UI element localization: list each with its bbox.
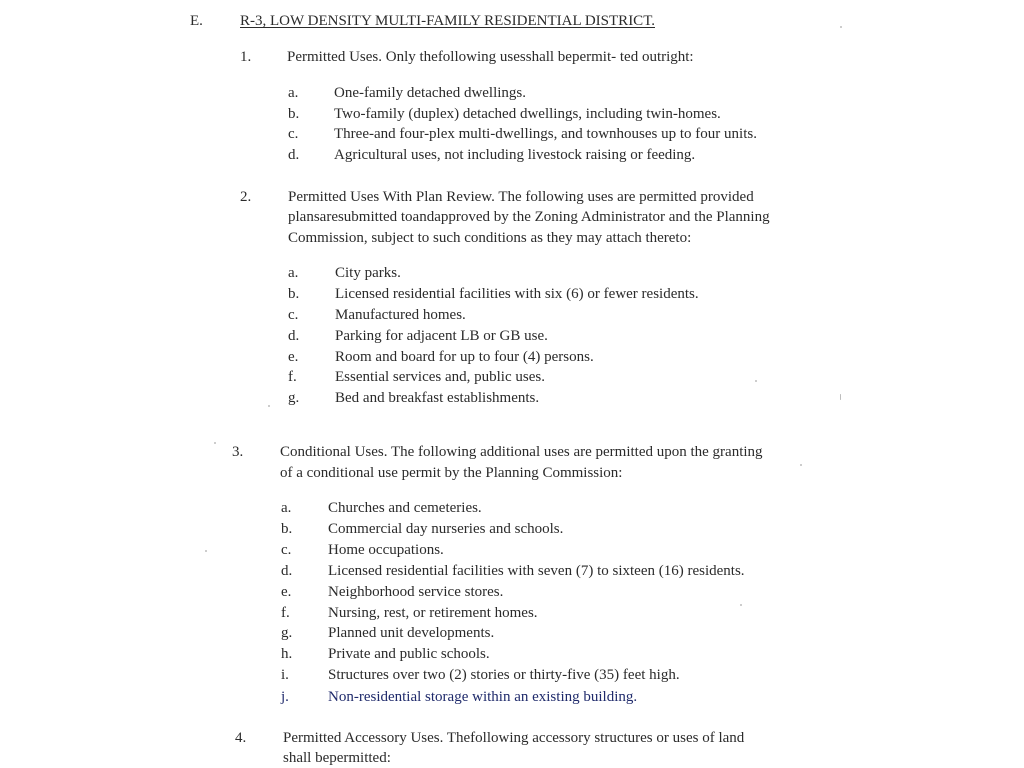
list-item-letter: f. xyxy=(288,369,297,385)
list-item-text: Home occupations. xyxy=(328,542,444,558)
list-item-text: Essential services and, public uses. xyxy=(335,369,545,385)
list-item-letter: i. xyxy=(281,667,289,683)
list-item-text: Manufactured homes. xyxy=(335,307,466,323)
list-item-text: Bed and breakfast establishments. xyxy=(335,390,540,406)
scan-speck xyxy=(268,405,270,407)
list-item-letter: e. xyxy=(288,349,299,365)
scan-speck xyxy=(840,394,841,400)
list-item-text: Non-residential storage within an existing building. xyxy=(328,689,638,705)
list-item-letter: f. xyxy=(281,605,290,621)
subsection-1-text: Permitted Uses. Only thefollowing usesshall bepermit- ted outright: xyxy=(287,49,694,65)
subsection-4-number: 4. xyxy=(235,730,247,746)
list-item-text: City parks. xyxy=(335,265,401,281)
subsection-2-text-line3: Commission, subject to such conditions as they may attach thereto: xyxy=(288,230,692,246)
subsection-2-number: 2. xyxy=(240,189,252,205)
scan-speck xyxy=(755,380,757,382)
section-title: R-3, LOW DENSITY MULTI-FAMILY RESIDENTIAL DISTRICT. xyxy=(240,13,655,29)
list-item-letter: d. xyxy=(281,563,293,579)
list-item-text: Churches and cemeteries. xyxy=(328,500,482,516)
list-item-letter: a. xyxy=(288,85,299,101)
list-item-text: Room and board for up to four (4) persons. xyxy=(335,349,594,365)
list-item-text: Nursing, rest, or retirement homes. xyxy=(328,605,538,621)
list-item-letter: b. xyxy=(288,286,300,302)
list-item-text: Two-family (duplex) detached dwellings, including twin-homes. xyxy=(334,106,721,122)
subsection-3-number: 3. xyxy=(232,444,244,460)
list-item-letter: b. xyxy=(288,106,300,122)
section-letter: E. xyxy=(190,13,203,29)
list-item-text: Parking for adjacent LB or GB use. xyxy=(335,328,548,344)
list-item-letter: e. xyxy=(281,584,292,600)
subsection-3-text-line1: Conditional Uses. The following additional uses are permitted upon the granting xyxy=(280,444,763,460)
list-item-text: Planned unit developments. xyxy=(328,625,495,641)
list-item-letter: j. xyxy=(281,689,289,705)
scan-speck xyxy=(205,550,207,552)
scan-speck xyxy=(800,464,802,466)
list-item-text: Structures over two (2) stories or thirty-five (35) feet high. xyxy=(328,667,680,683)
list-item-text: One-family detached dwellings. xyxy=(334,85,527,101)
subsection-2-text-line2: plansaresubmitted toandapproved by the Zoning Administrator and the Planning xyxy=(288,209,770,225)
subsection-4-text-line1: Permitted Accessory Uses. Thefollowing accessory structures or uses of land xyxy=(283,730,745,746)
subsection-3-text-line2: of a conditional use permit by the Planning Commission: xyxy=(280,465,623,481)
list-item-letter: c. xyxy=(281,542,292,558)
list-item-letter: b. xyxy=(281,521,293,537)
list-item-letter: g. xyxy=(288,390,300,406)
list-item-letter: h. xyxy=(281,646,293,662)
list-item-letter: a. xyxy=(288,265,299,281)
list-item-text: Licensed residential facilities with seven (7) to sixteen (16) residents. xyxy=(328,563,745,579)
list-item-text: Three-and four-plex multi-dwellings, and townhouses up to four units. xyxy=(334,126,757,142)
subsection-4-text-line2: shall bepermitted: xyxy=(283,750,391,766)
list-item-text: Private and public schools. xyxy=(328,646,490,662)
scan-speck xyxy=(214,442,216,444)
list-item-letter: a. xyxy=(281,500,292,516)
list-item-text: Neighborhood service stores. xyxy=(328,584,504,600)
list-item-letter: c. xyxy=(288,126,299,142)
subsection-2-text-line1: Permitted Uses With Plan Review. The following uses are permitted provided xyxy=(288,189,754,205)
list-item-letter: c. xyxy=(288,307,299,323)
scan-speck xyxy=(740,604,742,606)
list-item-letter: d. xyxy=(288,328,300,344)
list-item-text: Commercial day nurseries and schools. xyxy=(328,521,564,537)
scan-speck xyxy=(840,26,842,28)
list-item-text: Licensed residential facilities with six (6) or fewer residents. xyxy=(335,286,699,302)
list-item-text: Agricultural uses, not including livestock raising or feeding. xyxy=(334,147,696,163)
list-item-letter: g. xyxy=(281,625,293,641)
subsection-1-number: 1. xyxy=(240,49,252,65)
list-item-letter: d. xyxy=(288,147,300,163)
